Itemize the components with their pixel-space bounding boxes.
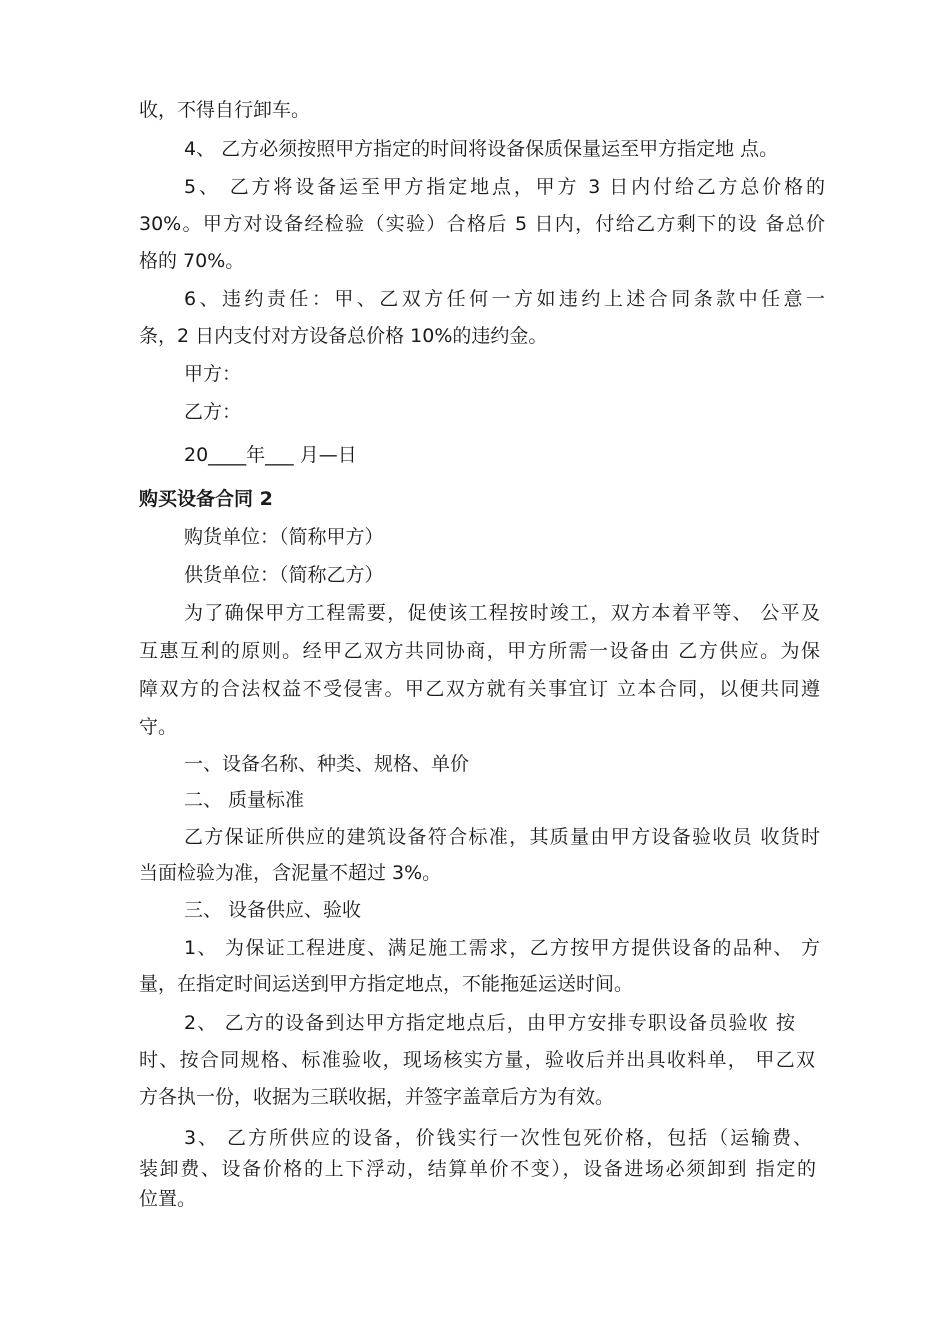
text-line: 6、违约责任：甲、乙双方任何一方如违约上述合同条款中任意一 bbox=[184, 288, 825, 310]
text-line: 收，不得自行卸车。 bbox=[139, 99, 311, 121]
text-line: 1、 为保证工程进度、满足施工需求，乙方按甲方提供设备的品种、 方 bbox=[184, 937, 820, 959]
clause-heading: 三、 设备供应、验收 bbox=[184, 899, 362, 921]
text-line: 时、按合同规格、标准验收，现场核实方量，验收后并出具收料单， 甲乙双 bbox=[139, 1049, 815, 1071]
text-line: 4、 乙方必须按照甲方指定的时间将设备保质保量运至甲方指定地 点。 bbox=[184, 138, 779, 160]
signature-party-a: 甲方： bbox=[184, 363, 242, 385]
text-line: 格的 70%。 bbox=[139, 250, 245, 272]
signature-party-b: 乙方： bbox=[184, 401, 242, 423]
text-line: 装卸费、设备价格的上下浮动，结算单价不变），设备进场必须卸到 指定的 bbox=[139, 1158, 816, 1180]
text-line: 为了确保甲方工程需要，促使该工程按时竣工，双方本着平等、 公平及 bbox=[184, 602, 820, 624]
text-line: 量，在指定时间运送到甲方指定地点，不能拖延运送时间。 bbox=[139, 973, 634, 995]
text-line: 3、 乙方所供应的设备，价钱实行一次性包死价格，包括（运输费、 bbox=[184, 1127, 812, 1149]
section-heading: 购买设备合同 2 bbox=[139, 488, 273, 510]
clause-heading: 二、 质量标准 bbox=[184, 789, 305, 811]
text-line: 方各执一份，收据为三联收据，并签字盖章后方为有效。 bbox=[139, 1086, 615, 1108]
clause-heading: 一、设备名称、种类、规格、单价 bbox=[184, 753, 470, 775]
text-line: 30%。甲方对设备经检验（实验）合格后 5 日内，付给乙方剩下的设 备总价 bbox=[139, 213, 825, 235]
text-line: 购货单位：（简称甲方） bbox=[184, 526, 384, 548]
text-line: 守。 bbox=[139, 716, 178, 738]
text-line: 位置。 bbox=[139, 1188, 197, 1210]
text-line: 互惠互利的原则。经甲乙双方共同协商，甲方所需一设备由 乙方供应。为保 bbox=[139, 640, 820, 662]
text-line: 条，2 日内支付对方设备总价格 10%的违约金。 bbox=[139, 325, 548, 347]
text-line: 障双方的合法权益不受侵害。甲乙双方就有关事宜订 立本合同，以便共同遵 bbox=[139, 678, 820, 700]
signature-date: 20____年___ 月—日 bbox=[184, 444, 357, 466]
text-line: 当面检验为准，含泥量不超过 3%。 bbox=[139, 862, 442, 884]
text-line: 2、 乙方的设备到达甲方指定地点后，由甲方安排专职设备员验收 按 bbox=[184, 1012, 795, 1034]
text-line: 5、 乙方将设备运至甲方指定地点，甲方 3 日内付给乙方总价格的 bbox=[184, 176, 825, 198]
text-line: 供货单位：（简称乙方） bbox=[184, 564, 384, 586]
text-line: 乙方保证所供应的建筑设备符合标准，其质量由甲方设备验收员 收货时 bbox=[184, 826, 820, 848]
